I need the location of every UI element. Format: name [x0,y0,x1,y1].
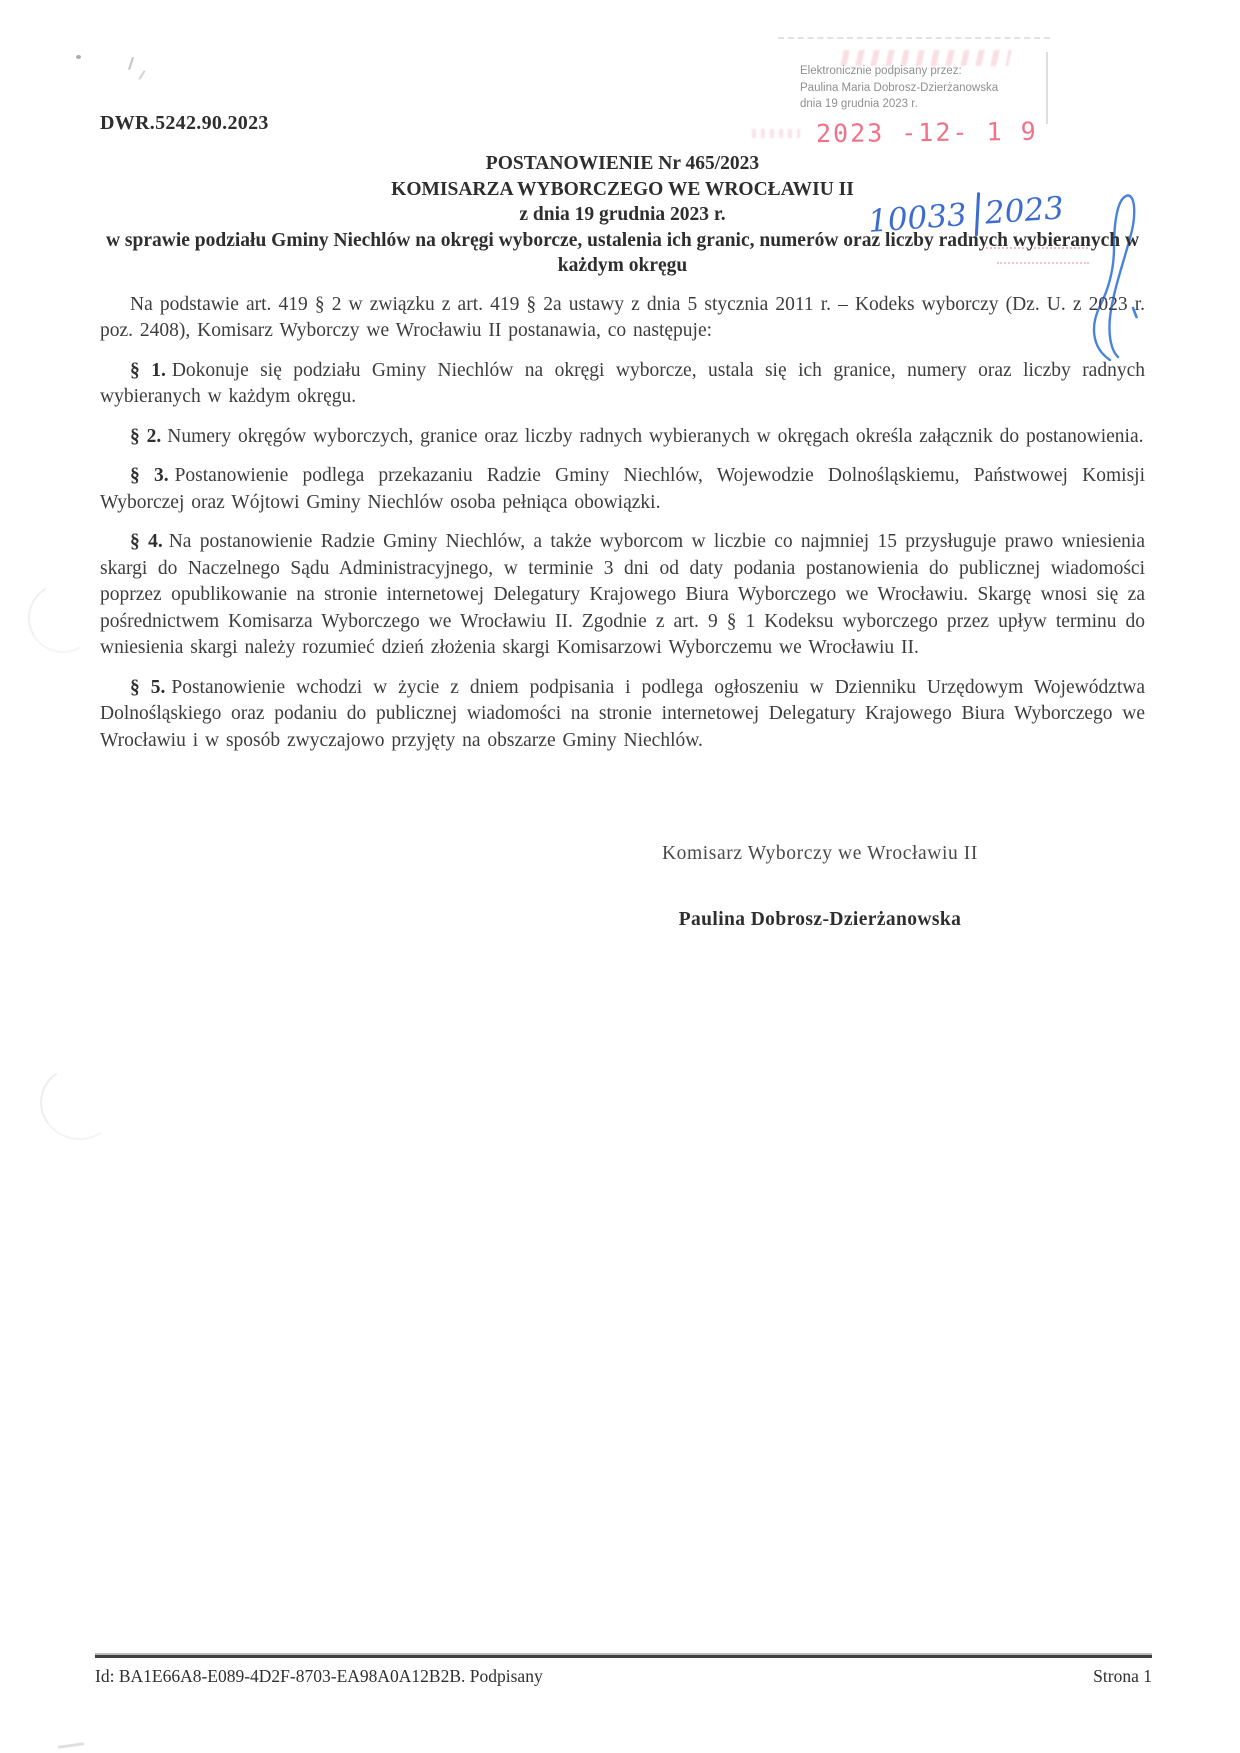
document-title [100,151,1145,279]
scan-arc-artifact [34,1060,124,1146]
intro-text: Na podstawie art. 419 § 2 w związku z art. 419 § 2a ustawy z dnia 5 stycznia 2011 r. – Kodeks wyborczy (Dz. U. z 2023 r. poz. 2408), Komisarz Wyborczy we Wrocławiu II postanawia, co następuje: [100,293,1145,341]
signer-name: Paulina Dobrosz-Dzierżanowska [678,909,962,930]
section-text: Postanowienie podlega przekazaniu Radzie Gminy Niechlów, Wojewodzie Dolnośląskiemu, Państwowej Komisji Wyborczej oraz Wójtowi Gminy Niechlów osoba pełniąca obowiązki. [100,465,1146,513]
case-reference: DWR.5242.90.2023 [100,112,269,134]
pencil-tick [128,57,134,70]
section-label: § 1. [130,359,166,381]
scan-speck [76,55,81,59]
intro-paragraph [100,292,1145,345]
title-subject: w sprawie podziału Gminy Niechlów na okręgi wyborcze, ustalenia ich granic, numerów oraz liczby radnych wybieranych w każdym okręgu [105,229,1140,276]
document-body [100,112,1145,754]
section-paragraph-4 [100,529,1145,662]
section-label: § 4. [130,531,163,552]
section-text: Dokonuje się podziału Gminy Niechlów na okręgi wyborcze, ustala się ich granice, numery oraz liczby radnych wybieranych w każdym okręgu. [100,359,1145,407]
section-text: Na postanowienie Radzie Gminy Niechlów, a także wyborcom w liczbie co najmniej 15 przysługuje prawo wniesienia skargi do Naczelnego Sądu Administracyjnego, w terminie 3 dni od daty podania postanowienia do publicznej wiadomości poprzez opublikowanie na stronie internetowej Delegatury Krajowego Biura Wyborczego we Wrocławiu. Skargę wnosi się za pośrednictwem Komisarza Wyborczego we Wrocławiu II. Zgodnie z art. 9 § 1 Kodeksu wyborczego przez upływ terminu do wniesienia skargi należy rozumieć dzień złożenia skargi Komisarzowi Wyborczemu we Wrocławiu II. [100,531,1146,658]
electronic-signature-note [800,63,998,113]
section-text: Numery okręgów wyborczych, granice oraz liczby radnych wybieranych w okręgach określa załącznik do postanowienia. [167,425,1144,447]
esign-line-2: Paulina Maria Dobrosz-Dzierżanowska [800,81,999,94]
section-label: § 3. [130,465,169,486]
handwritten-number-left: 10033 [866,197,968,240]
section-label: § 2. [130,425,162,447]
esign-line-1: Elektronicznie podpisany przez: [800,65,962,77]
title-line-2: KOMISARZA WYBORCZEGO WE WROCŁAWIU II [391,178,854,200]
section-paragraph-1 [100,358,1145,411]
pencil-tick [139,70,146,80]
section-label: § 5. [130,676,166,698]
handwritten-number-right: 2023 [983,190,1066,232]
footer-rule [95,1655,1152,1658]
document-id: Id: BA1E66A8-E089-4D2F-8703-EA98A0A12B2B. Podpisany [95,1666,543,1686]
date-stamp: 2023 -12- 1 9 [815,116,1038,149]
signer-role: Komisarz Wyborczy we Wrocławiu II [661,843,978,864]
document-text [100,292,1145,755]
section-paragraph-2 [100,424,1145,451]
section-text: Postanowienie wchodzi w życie z dniem podpisania i podlega ogłoszeniu w Dzienniku Urzędowym Województwa Dolnośląskiego oraz podaniu do publicznej wiadomości na stronie internetowej Delegatury Krajowego Biura Wyborczego we Wrocławiu i w sposób zwyczajowo przyjęty na obszarze Gminy Niechlów. [100,676,1146,751]
scan-speck [58,1742,84,1749]
scan-dashed-line [778,37,1050,39]
signature-block [580,843,1060,931]
scan-arc-artifact [20,575,106,661]
page-footer [95,1666,1152,1687]
section-paragraph-5 [100,675,1145,755]
title-line-3: z dnia 19 grudnia 2023 r. [519,204,726,225]
title-line-1: POSTANOWIENIE Nr 465/2023 [485,153,760,174]
page-number: Strona 1 [1093,1666,1152,1686]
section-paragraph-3 [100,463,1145,516]
esign-line-3: dnia 19 grudnia 2023 r. [800,98,918,110]
